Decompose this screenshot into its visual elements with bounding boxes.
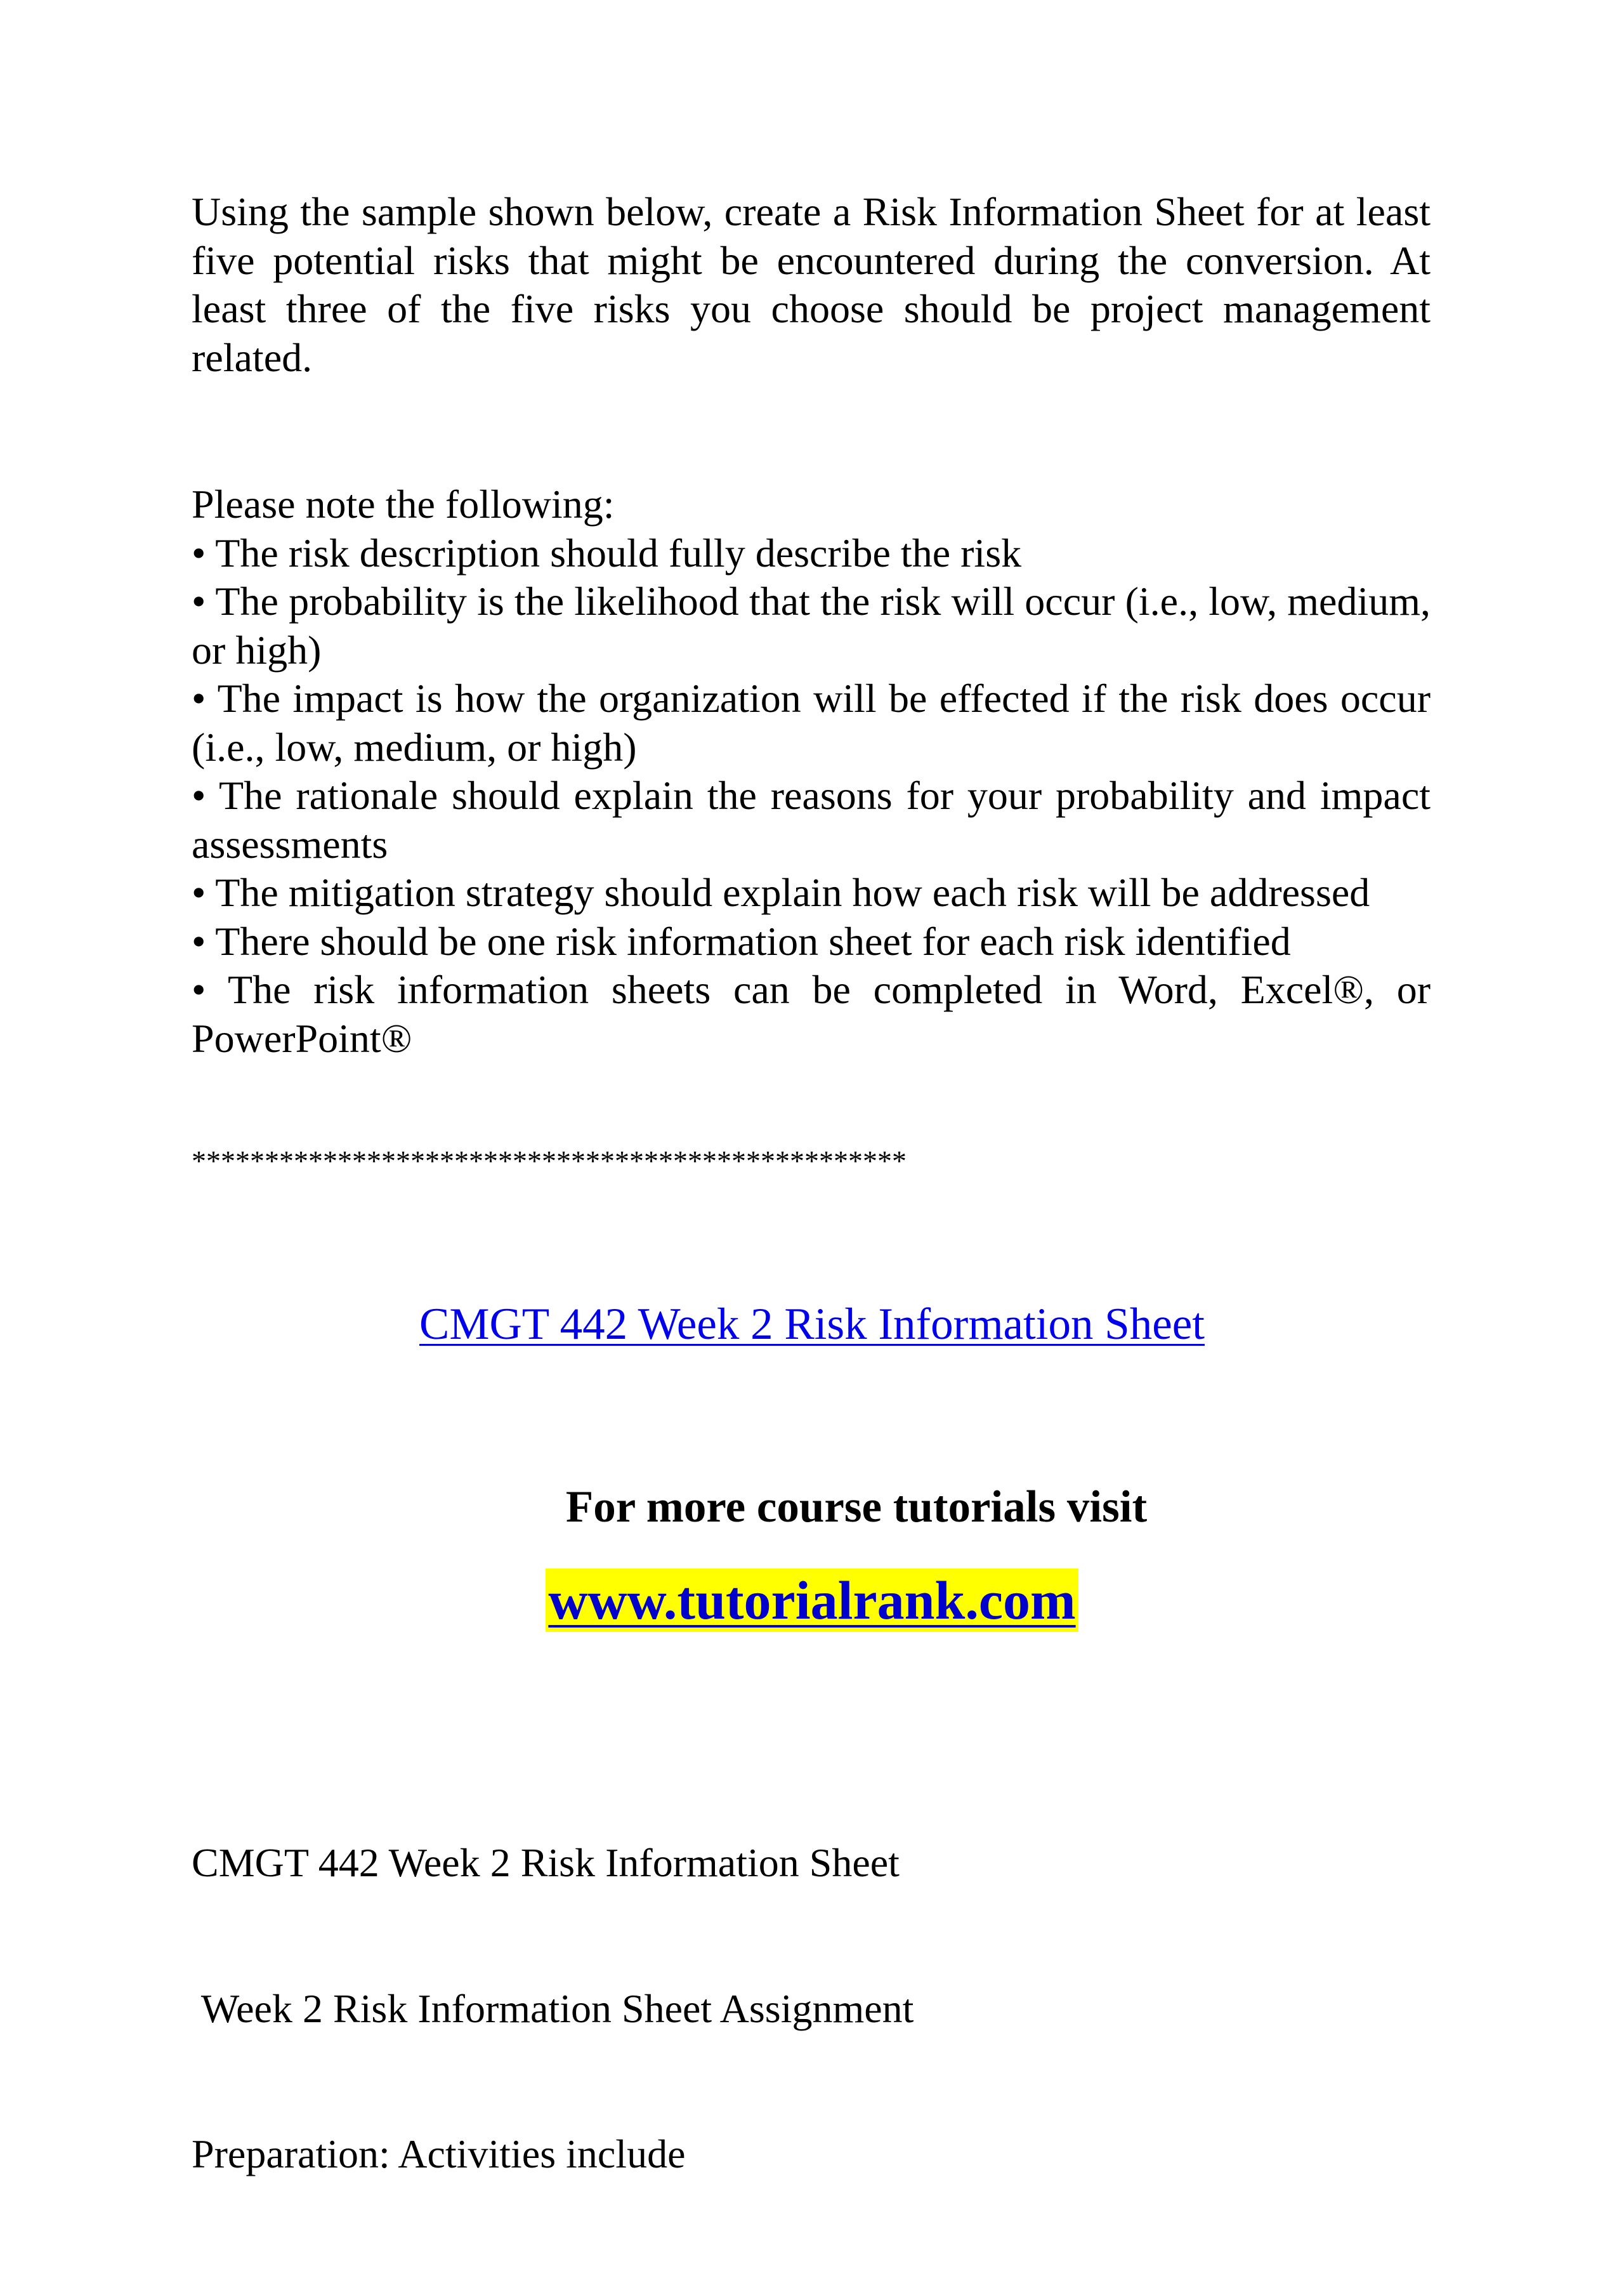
promo-visit-text: For more course tutorials visit [565,1482,1148,1532]
notes-item-impact: • The impact is how the organization will be effected if the risk does occur (i.e., low, medium, or high) [192,676,1431,770]
bottom-line-course: CMGT 442 Week 2 Risk Information Sheet [192,1840,900,1885]
notes-item-formats: • The risk information sheets can be completed in Word, Excel®, or PowerPoint® [192,967,1431,1061]
separator-line: ************************************************* [192,1145,907,1177]
course-title-link[interactable]: CMGT 442 Week 2 Risk Information Sheet [419,1299,1205,1349]
intro-paragraph: Using the sample shown below, create a Risk Information Sheet for at least five potential risks that might be encountered during the conversion. At least three of the five risks you choose should be project management related. [192,189,1431,380]
notes-item-rationale: • The rationale should explain the reasons for your probability and impact assessments [192,773,1431,867]
notes-item-probability: • The probability is the likelihood that the risk will occur (i.e., low, medium, or high) [192,579,1431,673]
notes-item-one-sheet: • There should be one risk information sheet for each risk identified [192,918,1291,964]
tutorialrank-site-link[interactable]: www.tutorialrank.com [546,1569,1078,1632]
bottom-line-assignment: Week 2 Risk Information Sheet Assignment [192,1985,914,2031]
course-link-container [0,1296,1624,1353]
notes-item-mitigation: • The mitigation strategy should explain how each risk will be addressed [192,870,1370,915]
notes-section [192,480,1431,1063]
bottom-line-preparation: Preparation: Activities include [192,2131,686,2176]
promo-site-container [0,1569,1624,1632]
bottom-text [192,1742,1431,2276]
notes-item-description: • The risk description should fully describe the risk [192,530,1022,576]
notes-heading: Please note the following: [192,482,615,527]
